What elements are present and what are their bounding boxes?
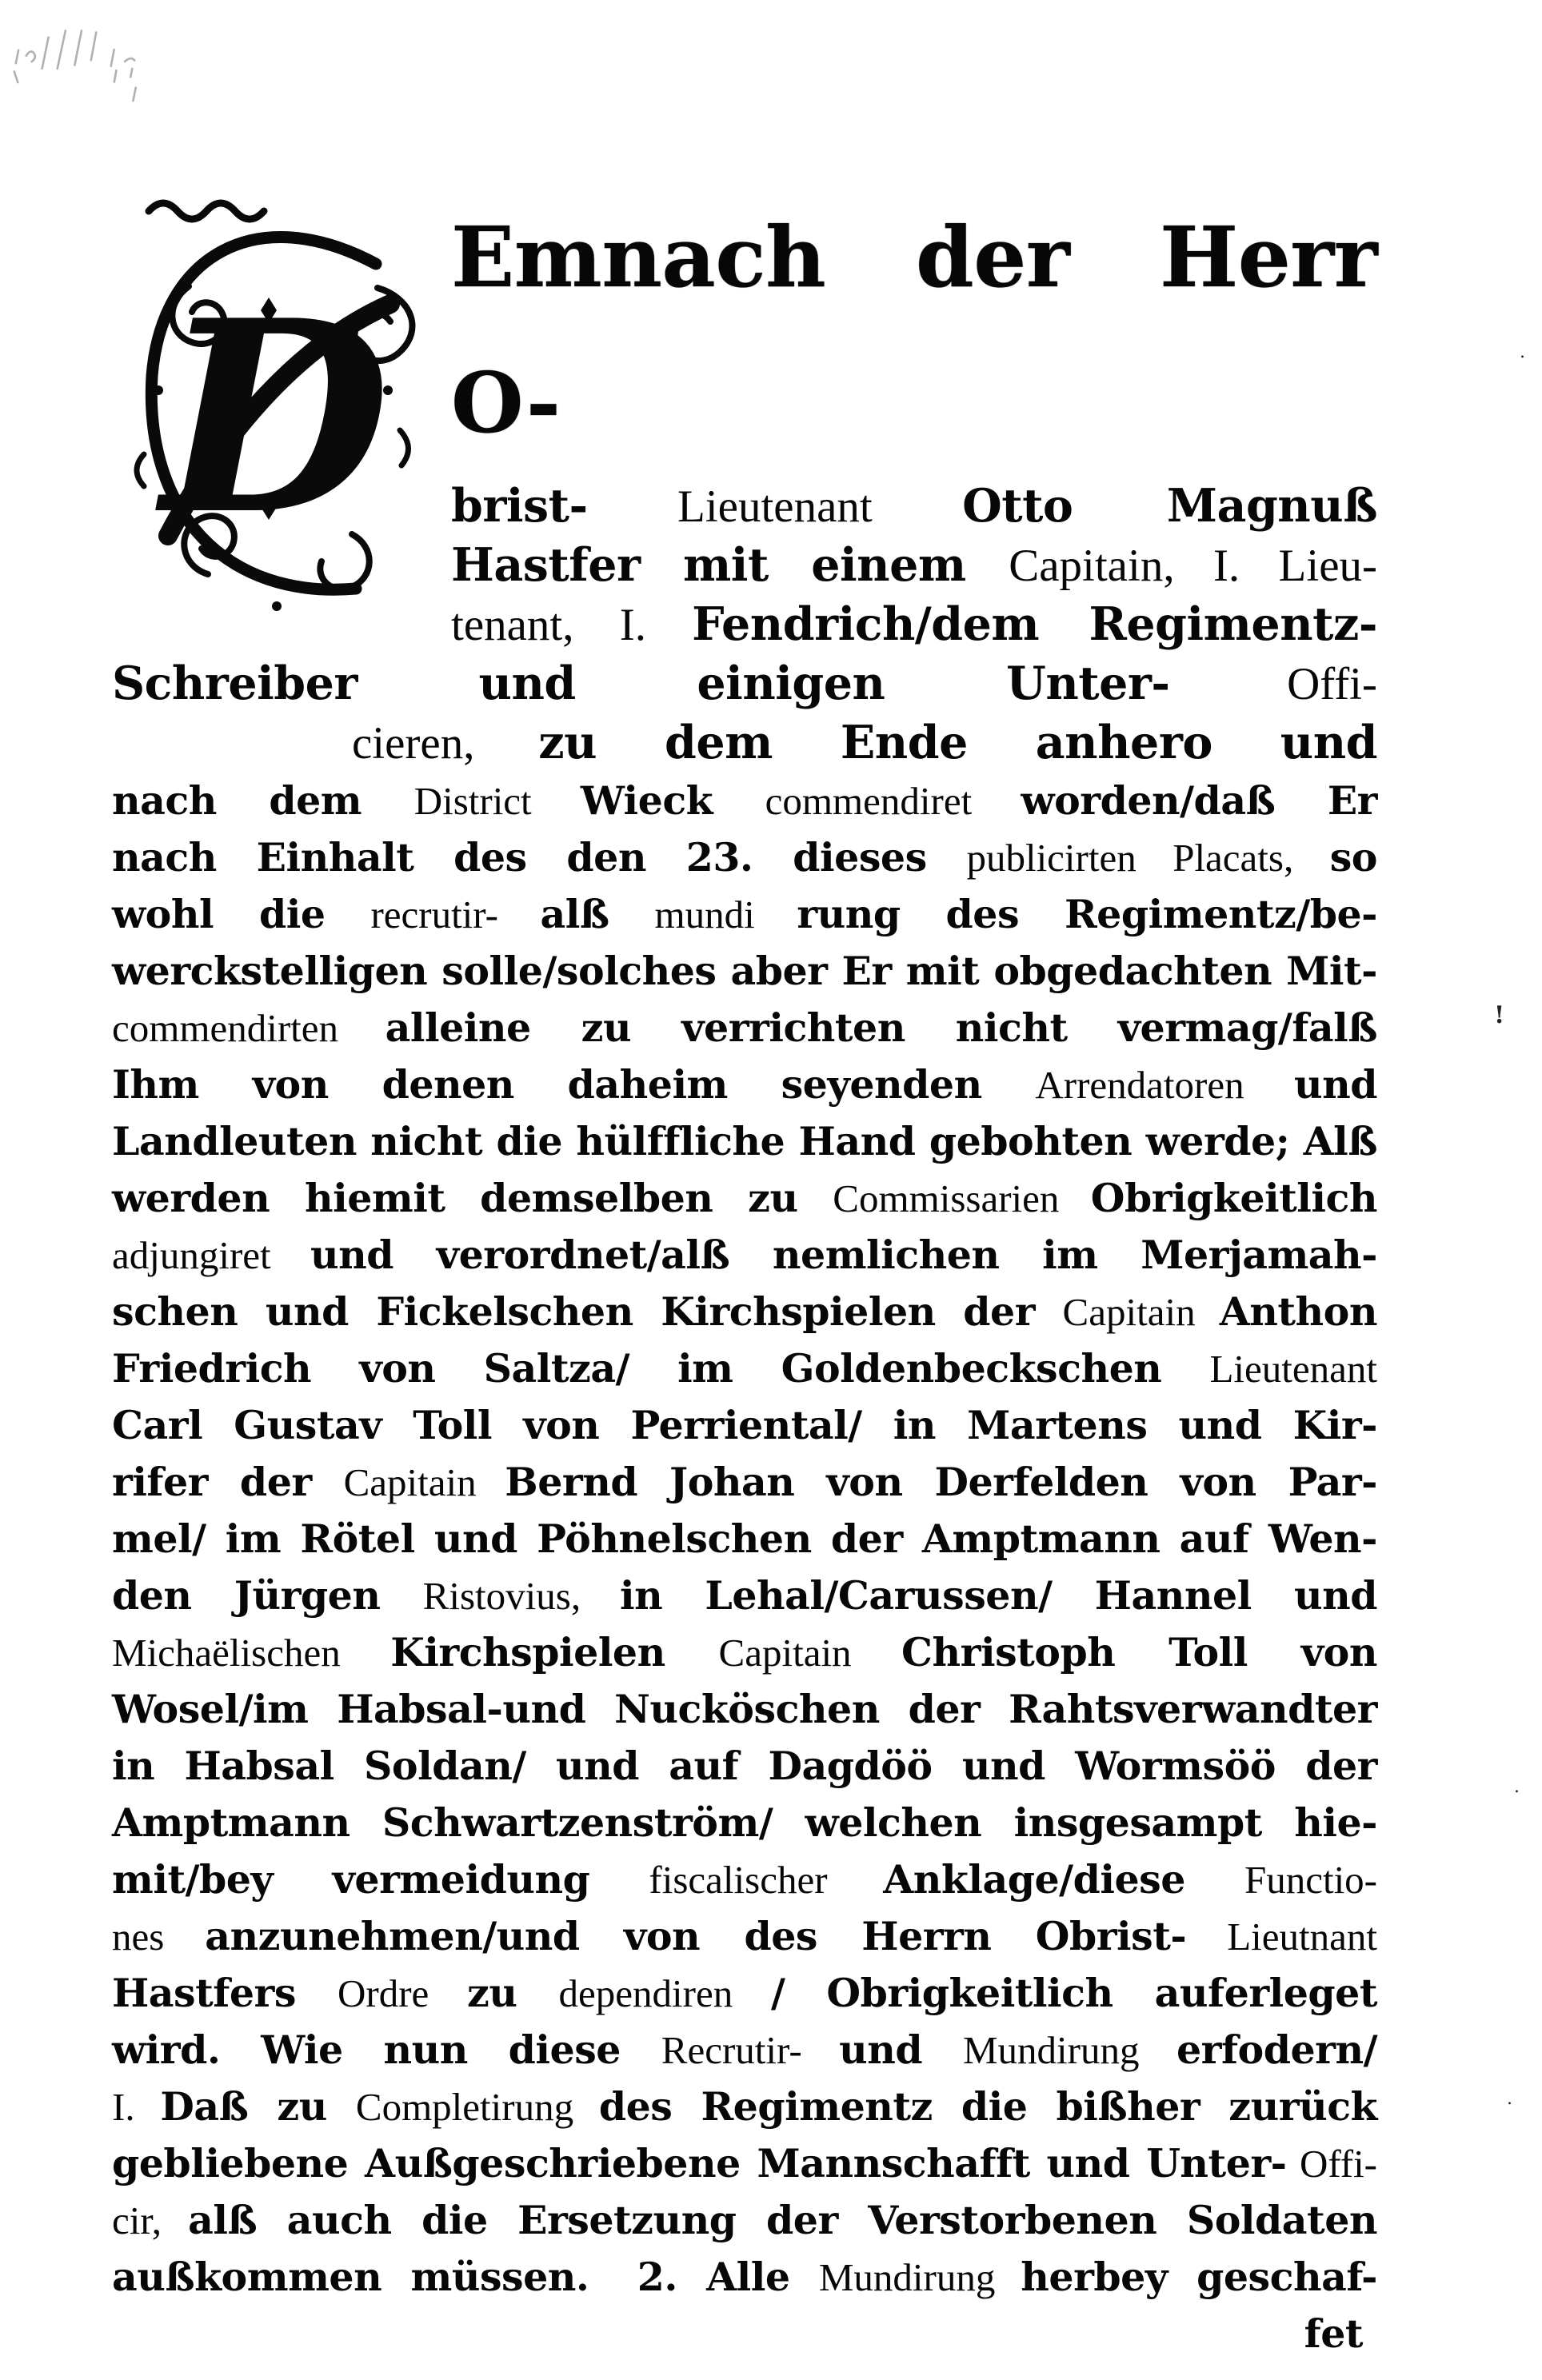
text-line (112, 1113, 1377, 1170)
text-line (112, 773, 1377, 829)
proclamation-text (112, 186, 1377, 2362)
fraktur-text: Anthon (1219, 1288, 1377, 1335)
fraktur-text: in Lehal/Carussen/ Hannel und (619, 1572, 1377, 1619)
fraktur-text: Ihm von denen daheim seyenden (112, 1061, 1036, 1108)
fraktur-text: Bernd Johan von Derfelden von Par- (505, 1459, 1377, 1505)
fraktur-text: und (1294, 1061, 1378, 1108)
fraktur-text: erfodern/ (1176, 2027, 1378, 2073)
text-line (112, 2022, 1377, 2079)
text-line (112, 2079, 1377, 2135)
text-line (112, 1795, 1377, 1851)
fraktur-text: Emnach der Herr O- (451, 208, 1377, 452)
drop-cap-ornament (112, 190, 432, 626)
fraktur-text: zu (467, 1970, 559, 2016)
antiqua-text: Ordre (337, 1971, 468, 2015)
fraktur-text: anzunehmen/und von des Herrn Obrist- (205, 1913, 1187, 1959)
text-line (112, 1965, 1377, 2022)
fraktur-text: worden/daß Er (1021, 777, 1377, 824)
fraktur-text: brist- (451, 479, 588, 533)
antiqua-text: Ristovius, (422, 1574, 620, 1618)
antiqua-text: District (413, 779, 581, 823)
antiqua-text: commendirten (112, 1006, 386, 1050)
margin-mark-dot-bottom: . (1507, 2089, 1512, 2109)
fraktur-text: in Habsal Soldan/ und auf Dagdöö und Wormsöö der (112, 1743, 1377, 1789)
fraktur-text: außkommen müssen. 2. Alle (112, 2254, 819, 2300)
antiqua-text: Capitain (718, 1631, 902, 1675)
fraktur-text: Anklage/diese (883, 1856, 1244, 1903)
fraktur-text: Christoph Toll von (901, 1629, 1377, 1675)
text-line (112, 1454, 1377, 1511)
drop-cap-letter: D (161, 262, 391, 573)
antiqua-text: nes (112, 1915, 206, 1959)
text-line (112, 1227, 1377, 1284)
fraktur-text: / Obrigkeitlich auferleget (770, 1970, 1377, 2016)
text-line (112, 1567, 1377, 1624)
text-line (112, 1511, 1377, 1567)
fraktur-text: und verordnet/alß nemlichen im Merjamah- (310, 1232, 1378, 1278)
fraktur-text: mit/bey vermeidung (112, 1856, 649, 1903)
margin-mark-dot-mid: . (1514, 1777, 1520, 1797)
fraktur-text: rifer der (112, 1459, 344, 1505)
fraktur-text: Wosel/im Habsal-und Nucköschen der Rahtsverwandter (112, 1686, 1377, 1732)
text-line (112, 1056, 1377, 1113)
antiqua-text: Lieutnant (1227, 1915, 1377, 1959)
margin-mark-exclaim: ! (1494, 1001, 1505, 1029)
text-line (112, 943, 1377, 1000)
text-line (112, 886, 1377, 943)
antiqua-text: dependiren (558, 1971, 733, 2015)
antiqua-text: cir, (112, 2198, 189, 2242)
antiqua-text: adjungiret (112, 1233, 310, 1277)
fraktur-text: Schreiber und einigen Unter- (112, 657, 1170, 710)
antiqua-text: Lieutenant (1209, 1347, 1377, 1391)
text-line (112, 1170, 1377, 1227)
antiqua-text: publicirten Placats, (966, 836, 1330, 880)
fraktur-text: den Jürgen (112, 1572, 423, 1619)
antiqua-text: fiscalischer (649, 1858, 884, 1902)
fraktur-text: alleine zu verrichten nicht vermag/falß (385, 1004, 1377, 1051)
antiqua-text: cieren, (352, 718, 539, 769)
text-line (112, 1908, 1377, 1965)
text-line (112, 654, 1377, 713)
fraktur-text: Amptmann Schwartzenström/ welchen insgesampt hie- (112, 1799, 1377, 1846)
fraktur-text: mel/ im Rötel und Pöhnelschen der Amptmann auf Wen- (112, 1515, 1377, 1562)
fraktur-text: wohl die (112, 891, 371, 937)
antiqua-text: Offi- (1287, 659, 1377, 709)
antiqua-text: commendiret (765, 779, 1021, 823)
antiqua-text: Capitain, I. Lieu- (1009, 541, 1377, 591)
margin-mark-dot-top: . (1520, 342, 1525, 362)
antiqua-text: Lieutenant (677, 481, 963, 532)
antiqua-text: Mundirung (818, 2255, 1021, 2299)
antiqua-text: Commissarien (833, 1176, 1091, 1220)
fraktur-text: Hastfer mit einem (451, 538, 1009, 592)
catchword-row (112, 2306, 1377, 2362)
fraktur-text: Daß zu (160, 2083, 356, 2130)
fraktur-text: werden hiemit demselben zu (112, 1175, 833, 1221)
antiqua-text: Capitain (343, 1460, 505, 1504)
fraktur-text: Landleuten nicht die hülffliche Hand gebohten werde; Alß (112, 1118, 1377, 1164)
fraktur-text: Carl Gustav Toll von Perriental/ in Martens und Kir- (112, 1402, 1377, 1448)
fraktur-text: schen und Fickelschen Kirchspielen der (112, 1288, 1063, 1335)
fraktur-text: Otto Magnuß (962, 479, 1378, 533)
fraktur-text: so (1329, 834, 1377, 881)
fraktur-text: werckstelligen solle/solches aber Er mit obgedachten Mit- (112, 948, 1377, 994)
antiqua-text: mundi (654, 892, 755, 936)
text-line (112, 1000, 1377, 1056)
text-line (112, 2192, 1377, 2249)
antiqua-text: Offi- (1299, 2142, 1378, 2186)
antiqua-text: I. (112, 2085, 161, 2129)
text-line (112, 1397, 1377, 1454)
antiqua-text: Capitain (1062, 1290, 1220, 1334)
fraktur-text: alß auch die Ersetzung der Verstorbenen Soldaten (188, 2197, 1377, 2243)
antiqua-text: Mundirung (962, 2028, 1176, 2072)
text-line (112, 2135, 1377, 2192)
antiqua-text: recrutir- (370, 892, 498, 936)
drop-cap-initial (112, 190, 432, 626)
fraktur-text: alß (540, 891, 655, 937)
antiqua-text: Michaëlischen (112, 1631, 391, 1675)
text-line (112, 713, 1377, 773)
fraktur-text: Fendrich/dem Regimentz- (692, 597, 1377, 651)
text-line (112, 1624, 1377, 1681)
antiqua-text: Completirung (355, 2085, 599, 2129)
antiqua-text: tenant, I. (451, 600, 693, 650)
fraktur-text: nach dem (112, 777, 414, 824)
antiqua-text: Functio- (1244, 1858, 1377, 1902)
fraktur-text: Obrigkeitlich (1090, 1175, 1377, 1221)
fraktur-text: zu dem Ende anhero und (538, 716, 1378, 769)
text-line (112, 1681, 1377, 1738)
fraktur-text: und (839, 2027, 963, 2073)
fraktur-text: gebliebene Außgeschriebene Mannschafft und Unter- (112, 2140, 1287, 2186)
catchword: fet (1304, 2310, 1363, 2357)
fraktur-text: herbey geschaf- (1021, 2254, 1377, 2300)
text-line (112, 829, 1377, 886)
antiqua-text: Arrendatoren (1035, 1063, 1294, 1107)
fraktur-text: wird. Wie nun diese (112, 2027, 661, 2073)
fraktur-text: Hastfers (112, 1970, 338, 2016)
fraktur-text: des Regimentz die bißher zurück (598, 2083, 1377, 2130)
fraktur-text: rung des Regimentz/be- (797, 891, 1378, 937)
fraktur-text: nach Einhalt des den 23. dieses (112, 834, 967, 881)
text-line (112, 2249, 1377, 2306)
fraktur-text: Friedrich von Saltza/ im Goldenbeckschen (112, 1345, 1210, 1392)
fraktur-text: Kirchspielen (390, 1629, 719, 1675)
pencil-note-scribble (5, 5, 197, 117)
text-line (112, 1738, 1377, 1795)
text-line (112, 1851, 1377, 1908)
fraktur-text: Wieck (580, 777, 765, 824)
text-line (112, 1284, 1377, 1340)
antiqua-text: Recrutir- (661, 2028, 802, 2072)
text-line (112, 1340, 1377, 1397)
